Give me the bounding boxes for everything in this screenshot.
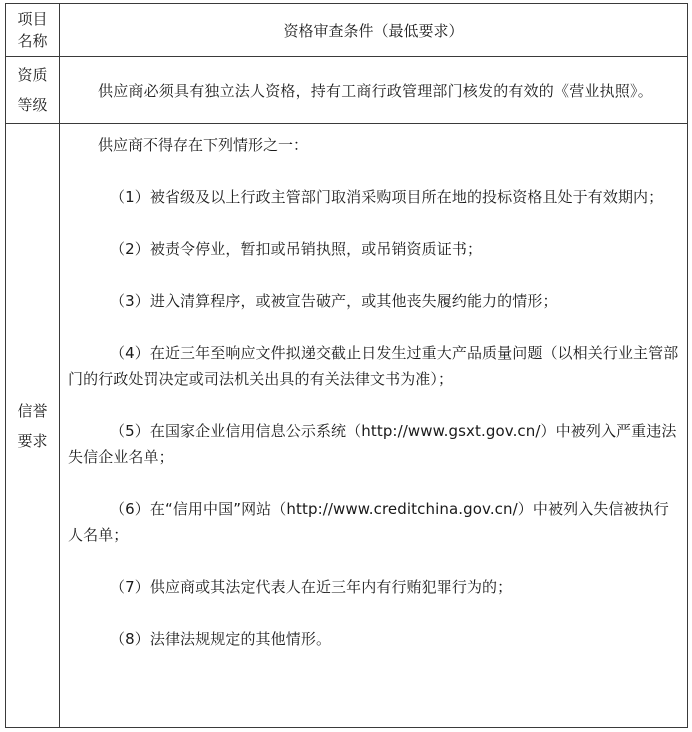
credit-item-7: （7）供应商或其法定代表人在近三年内有行贿犯罪行为的； xyxy=(110,578,513,596)
credit-item-1: （1）被省级及以上行政主管部门取消采购项目所在地的投标资格且处于有效期内； xyxy=(110,188,664,206)
qualification-table xyxy=(5,3,688,728)
conditions-header: 资格审查条件（最低要求） xyxy=(60,4,688,57)
item-name-header-line2: 名称 xyxy=(17,32,48,50)
grade-label-cell xyxy=(6,57,60,124)
grade-label-line1: 资质 xyxy=(17,66,48,84)
item-name-header-line1: 项目 xyxy=(17,10,48,28)
credit-item-5: （5）在国家企业信用信息公示系统（http://www.gsxt.gov.cn/）中被列入严重违法失信企业名单； xyxy=(68,422,677,466)
credit-item-4: （4）在近三年至响应文件拟递交截止日发生过重大产品质量问题（以相关行业主管部门的行政处罚决定或司法机关出具的有关法律文书为准）； xyxy=(68,344,679,388)
item-name-header xyxy=(6,4,60,57)
grade-requirement-text: 供应商必须具有独立法人资格，持有工商行政管理部门核发的有效的《营业执照》。 xyxy=(98,82,653,100)
credit-label-line1: 信誉 xyxy=(17,401,48,420)
grade-label-line2: 等级 xyxy=(17,96,48,114)
credit-item-2: （2）被责令停业，暂扣或吊销执照，或吊销资质证书； xyxy=(110,240,483,258)
grade-row xyxy=(6,57,688,124)
credit-item-6: （6）在“信用中国”网站（http://www.creditchina.gov.cn/）中被列入失信被执行人名单； xyxy=(68,500,669,544)
grade-text-cell xyxy=(60,57,688,124)
credit-label-line2: 要求 xyxy=(17,431,48,450)
credit-item-3: （3）进入清算程序，或被宣告破产，或其他丧失履约能力的情形； xyxy=(110,292,558,310)
credit-row xyxy=(6,124,688,728)
credit-label-cell xyxy=(6,124,60,728)
credit-text-cell xyxy=(60,124,688,728)
credit-item-8: （8）法律法规规定的其他情形。 xyxy=(110,630,332,648)
header-row xyxy=(6,4,688,57)
credit-intro-text: 供应商不得存在下列情形之一： xyxy=(98,136,309,154)
